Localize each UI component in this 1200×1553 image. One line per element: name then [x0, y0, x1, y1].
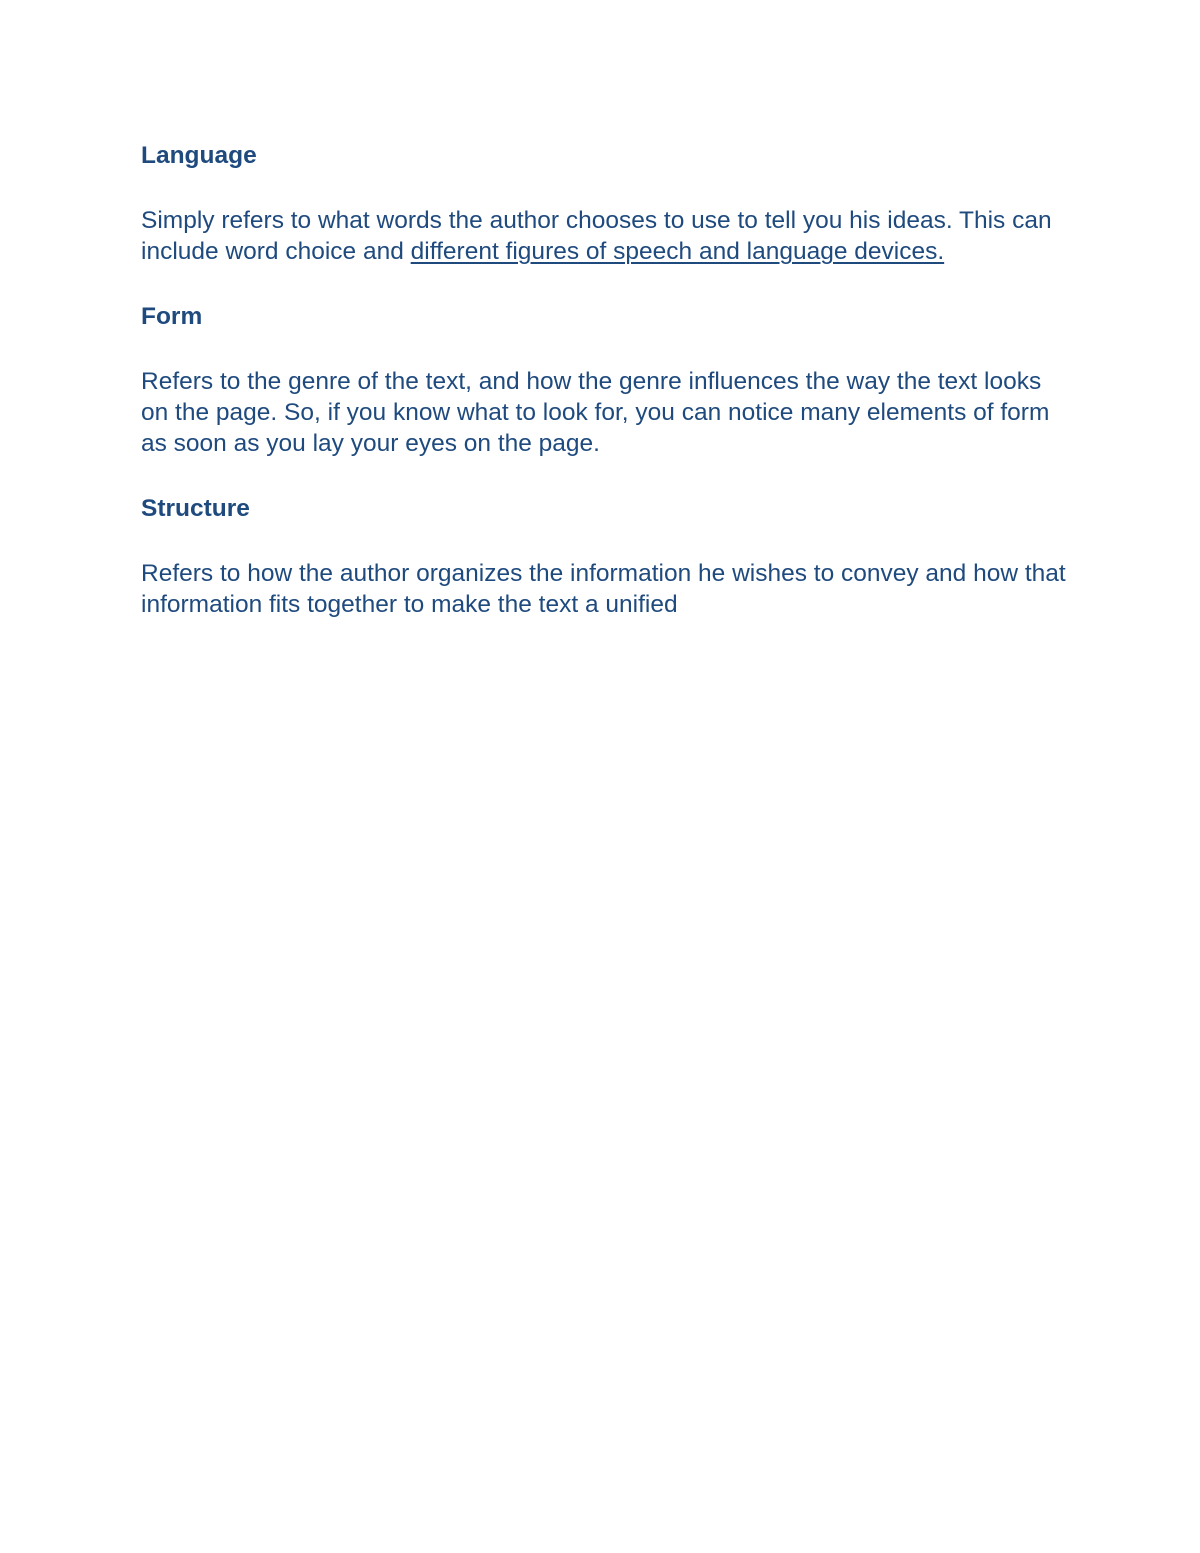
figures-of-speech-link[interactable]: different figures of speech and language devices. [410, 238, 945, 265]
heading-structure: Structure [141, 495, 250, 522]
paragraph-language-text: Simply refers to what words the author chooses to use to tell you his ideas. This can include word choice and [141, 207, 1052, 265]
paragraph-form: Refers to the genre of the text, and how the genre influences the way the text looks on the page. So, if you know what to look for, you can notice many elements of form as soon as you lay your eyes on the page. [141, 368, 1050, 457]
section-form [141, 301, 1071, 459]
document-body [141, 140, 1071, 654]
paragraph-language [141, 205, 1071, 267]
heading-language: Language [141, 142, 257, 169]
section-language [141, 140, 1071, 267]
heading-form: Form [141, 303, 203, 330]
paragraph-structure: Refers to how the author organizes the information he wishes to convey and how that information fits together to make the text a unified [141, 560, 1066, 618]
section-structure [141, 493, 1071, 620]
